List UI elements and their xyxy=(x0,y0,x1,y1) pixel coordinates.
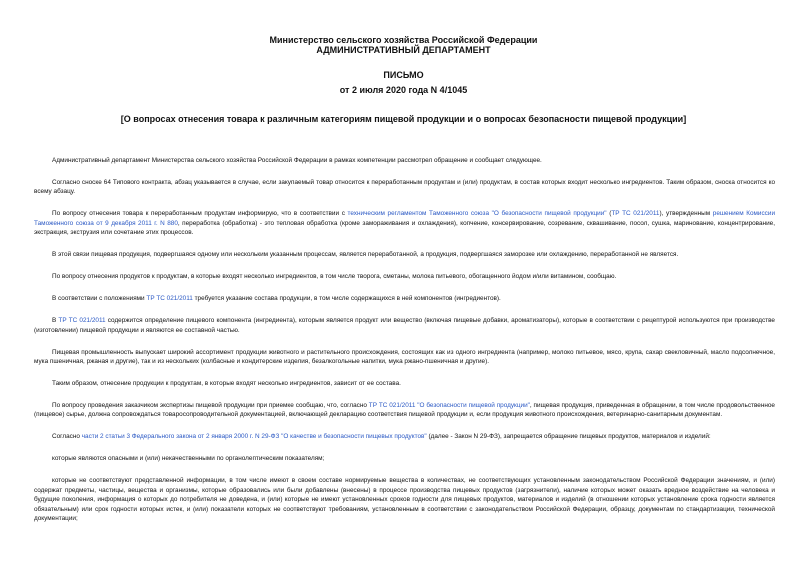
paragraph-expertise xyxy=(34,401,775,420)
paragraph-conclusion: Таким образом, отнесение продукции к продуктам, в которые входят несколько ингредиентов, зависит от ее состава. xyxy=(52,380,401,388)
department-name: АДМИНИСТРАТИВНЫЙ ДЕПАРТАМЕНТ xyxy=(316,45,491,55)
link-tr-ts-021[interactable]: ТР ТС 021/2011 xyxy=(58,317,106,325)
document-body xyxy=(34,156,775,536)
text-run: ( xyxy=(606,210,612,218)
text-run: В соответствии с положениями xyxy=(52,295,147,303)
text-run: По вопросу проведения заказчиком экспертизы пищевой продукции при приемке сообщаю, что, согласно xyxy=(52,402,369,410)
paragraph-processed-products: В этой связи пищевая продукция, подвергшаяся одному или нескольким указанным процессам, является переработанной, а продукция, подвергшаяся заморозке или охлаждению, переработанной не является. xyxy=(52,251,679,259)
paragraph-footnote: Согласно сноске 64 Типового контракта, абзац указывается в случае, если закупаемый товар относится к переработанным продуктам и (или) продуктам, в состав которых входит несколько ингредиентов. Таким образом, сноска относится ко всему абзацу. xyxy=(34,179,775,196)
document-subject: [О вопросах отнесения товара к различным категориям пищевой продукции и о вопросах безопасности пищевой продукции] xyxy=(120,114,687,124)
paragraph-ingredient-definition xyxy=(34,316,775,335)
paragraph-nonconforming-products: которые не соответствуют представленной информации, в том числе имеют в своем составе нормируемые вещества в количествах, не соответствующих установленным законодательством Российской Федерации значениям, и (или) содержат предметы, частицы, вещества и организмы, которые образовались или были добавлены (внесены) в процессе производства пищевых продуктов (загрязнители), наличие которых может оказать вредное воздействие на человека и будущие поколения, информация о которых до потребителя не доведена, и (или) которые не имеют установленных сроков годности для пищевых продуктов, материалов и изделий (в отношении которых установление срока годности является обязательным) или срок годности которых истек, и (или) показатели которых не соответствуют требованиям, установленным в соответствии с законодательством Российской Федерации, образцу, документам по стандартизации, технической документации; xyxy=(34,477,775,523)
link-tr-ts-regulation[interactable]: техническим регламентом Таможенного союза "О безопасности пищевой продукции" xyxy=(347,210,607,218)
text-run: По вопросу отнесения товара к переработанным продуктам информирую, что в соответствии с xyxy=(52,210,348,218)
document-type: ПИСЬМО xyxy=(383,70,424,80)
paragraph-composition xyxy=(34,294,775,303)
text-run: В xyxy=(52,317,59,325)
text-run: , переработка (обработка) - это тепловая обработка (кроме замораживания и охлаждения), копчение, консервирование, созревание, сквашивание, посол, сушка, маринование, концентрирование, экстракция, экструзия или сочетание этих процессов. xyxy=(34,219,775,237)
paragraph-food-industry: Пищевая промышленность выпускает широкий ассортимент продукции животного и растительного происхождения, состоящих как из одного ингредиента (например, молоко питьевое, мясо, крупа, сахар свекловичный, масло подсолнечное, мука пшеничная, ржаная и другие), так и из нескольких (колбасные и кондитерские изделия, безалкогольные напитки, мука ржано-пшеничная и другие). xyxy=(34,348,775,366)
paragraph-intro: Административный департамент Министерства сельского хозяйства Российской Федерации в рамках компетенции рассмотрел обращение и сообщает следующее. xyxy=(52,157,542,164)
text-run: требуется указание состава продукции, в том числе содержащихся в ней компонентов (ингредиентов). xyxy=(192,295,501,303)
link-commission-decision[interactable]: решением Комиссии Таможенного союза от 9 декабря 2011 г. N 880 xyxy=(34,210,776,227)
paragraph-dangerous-products: которые являются опасными и (или) некачественными по органолептическим показателям; xyxy=(52,455,325,463)
link-tr-ts-021[interactable]: ТР ТС 021/2011 xyxy=(611,210,660,218)
paragraph-processing xyxy=(34,209,775,237)
paragraph-law-29fz xyxy=(34,432,775,441)
link-tr-ts-food-safety[interactable]: ТР ТС 021/2011 "О безопасности пищевой продукции" xyxy=(368,402,530,410)
text-run: (далее - Закон N 29-ФЗ), запрещается обращение пищевых продуктов, материалов и изделий: xyxy=(426,433,711,441)
paragraph-ingredients-question: По вопросу отнесения продуктов к продуктам, в которые входят несколько ингредиентов, в том числе творога, сметаны, молока питьевого, обогащенного йодом и/или витамином, сообщаю. xyxy=(52,273,617,281)
text-run: ), утвержденным xyxy=(659,210,713,218)
ministry-name: Министерство сельского хозяйства Российской Федерации xyxy=(269,35,538,45)
document-date-number: от 2 июля 2020 года N 4/1045 xyxy=(339,85,468,95)
link-tr-ts-021[interactable]: ТР ТС 021/2011 xyxy=(146,295,193,303)
text-run: , пищевая продукция, приведенная в обращении, в том числе продовольственное (пищевое) сырье, должна сопровождаться товаросопроводительной документацией, включающей декларацию соответствия пищевой продукции и, если продукция животного происхождения, ветеринарно-санитарным документам. xyxy=(34,402,775,419)
link-federal-law-29fz[interactable]: части 2 статьи 3 Федерального закона от 2 января 2000 г. N 29-ФЗ "О качестве и безопасности пищевых продуктов" xyxy=(81,433,427,441)
text-run: Согласно xyxy=(52,433,82,441)
text-run: содержится определение пищевого компонента (ингредиента), которым является продукт или вещество (включая пищевые добавки, ароматизаторы), которые в соответствии с рецептурой используются при производстве (изготовлении) пищевой продукции и являются ее составной частью. xyxy=(34,317,775,334)
